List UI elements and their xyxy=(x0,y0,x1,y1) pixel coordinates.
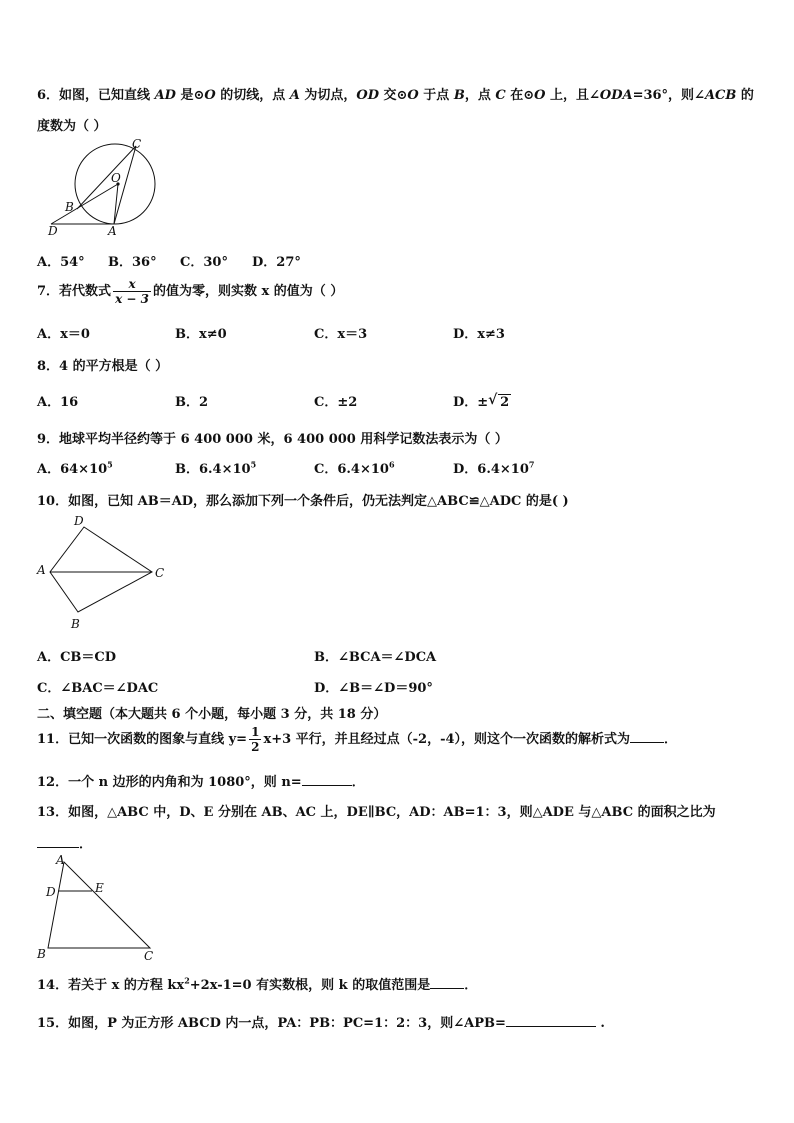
stem-text: 在⊙ xyxy=(505,88,535,103)
answer-blank[interactable] xyxy=(37,835,79,848)
math-var: O xyxy=(407,88,419,103)
stem-text: 如图，P 为正方形 ABCD 内一点，PA：PB：PC=1：2：3，则∠APB= xyxy=(68,1016,506,1031)
question-9-stem xyxy=(37,428,508,447)
question-number: 12． xyxy=(37,775,69,790)
question-6-option-d[interactable]: D．27° xyxy=(252,255,301,270)
answer-blank[interactable] xyxy=(630,730,664,743)
stem-text: 如图，已知 AB＝AD，那么添加下列一个条件后，仍无法判定△ABC≌△ADC 的是( ) xyxy=(68,494,569,509)
answer-blank[interactable] xyxy=(430,976,464,989)
question-8-option-d[interactable] xyxy=(453,391,511,410)
stem-text: . xyxy=(595,1016,605,1031)
question-6-option-b[interactable]: B．36° xyxy=(108,255,157,270)
fraction-numerator: 1 xyxy=(251,725,260,739)
label-a: A xyxy=(56,853,65,867)
stem-text: 为切点， xyxy=(299,88,357,103)
question-7-option-d[interactable]: D．x≠3 xyxy=(453,327,505,342)
stem-text: ． xyxy=(351,775,365,790)
stem-text: ． xyxy=(664,732,678,747)
question-8-stem xyxy=(37,355,168,374)
math-var: O xyxy=(204,88,216,103)
stem-text: 的切线，点 xyxy=(215,88,290,103)
question-8-option-b[interactable]: B．2 xyxy=(175,395,209,410)
option-text: A．64×10 xyxy=(37,462,108,477)
question-6-stem xyxy=(37,84,754,103)
label-c: C xyxy=(144,949,154,963)
option-text: B．6.4×10 xyxy=(175,462,251,477)
math-var: OD xyxy=(356,88,379,103)
exponent: 2 xyxy=(184,975,190,986)
radicand: 2 xyxy=(500,395,510,410)
question-14-stem xyxy=(37,974,477,993)
question-number: 14． xyxy=(37,978,69,993)
option-text: D．± xyxy=(453,395,489,410)
option-text: C．6.4×10 xyxy=(314,462,389,477)
question-6-figure xyxy=(34,136,164,240)
question-13-figure xyxy=(34,852,164,964)
label-b: B xyxy=(65,200,74,214)
stem-text: 的 xyxy=(736,88,754,103)
question-7-option-c[interactable]: C．x＝3 xyxy=(314,327,368,342)
math-var: O xyxy=(534,88,546,103)
question-number: 9． xyxy=(37,432,60,447)
stem-text: 是⊙ xyxy=(175,88,205,103)
stem-text: 如图，已知直线 xyxy=(59,88,155,103)
label-a: A xyxy=(37,563,46,577)
math-var: ODA xyxy=(599,88,633,103)
stem-text: ． xyxy=(79,837,93,852)
answer-blank[interactable] xyxy=(302,773,352,786)
math-var: A xyxy=(289,88,300,103)
label-a: A xyxy=(108,224,117,238)
stem-text: =36°，则∠ xyxy=(632,88,705,103)
section-2-heading: 二、填空题（本大题共 6 个小题，每小题 3 分，共 18 分） xyxy=(37,707,387,722)
stem-text: 4 的平方根是（ ） xyxy=(59,359,169,374)
stem-text: x+3 平行，并且经过点（-2，-4），则这个一次函数的解析式为 xyxy=(263,732,631,747)
question-8-option-a[interactable]: A．16 xyxy=(37,395,79,410)
exponent: 7 xyxy=(528,459,535,470)
question-6-option-a[interactable]: A．54° xyxy=(37,255,85,270)
answer-blank[interactable] xyxy=(506,1014,596,1027)
triangle-abc xyxy=(48,862,150,948)
label-b: B xyxy=(37,947,46,961)
question-13-stem xyxy=(37,801,716,820)
stem-text: 如图，△ABC 中，D、E 分别在 AB、AC 上，DE∥BC，AD：AB=1：3，则△ADE 与△ABC 的面积之比为 xyxy=(68,805,716,820)
question-10-figure xyxy=(34,512,174,634)
label-d: D xyxy=(48,224,58,238)
question-number: 8． xyxy=(37,359,60,374)
fraction xyxy=(113,277,151,306)
sqrt-symbol: √ 2 xyxy=(488,392,510,410)
label-d: D xyxy=(74,514,84,528)
question-number: 7． xyxy=(37,284,60,299)
label-d: D xyxy=(46,885,56,899)
exponent: 5 xyxy=(107,459,113,470)
label-e: E xyxy=(95,881,104,895)
question-9-option-c[interactable] xyxy=(314,458,395,477)
question-12-stem xyxy=(37,771,365,790)
stem-text: 上，且∠ xyxy=(545,88,600,103)
option-text: D．6.4×10 xyxy=(453,462,529,477)
question-number: 11． xyxy=(37,732,69,747)
stem-text: ，点 xyxy=(464,88,496,103)
question-number: 13． xyxy=(37,805,69,820)
stem-text: ． xyxy=(464,978,478,993)
question-10-stem xyxy=(37,490,569,509)
question-7-option-a[interactable]: A．x＝0 xyxy=(37,327,90,342)
question-13-answer-line xyxy=(37,833,92,852)
stem-text: 已知一次函数的图象与直线 y= xyxy=(68,732,248,747)
question-10-option-a[interactable]: A．CB＝CD xyxy=(37,650,117,665)
label-o: O xyxy=(111,171,121,185)
line-do xyxy=(51,184,118,224)
question-10-option-c[interactable]: C．∠BAC＝∠DAC xyxy=(37,681,159,696)
fraction-denominator: 2 xyxy=(251,740,260,754)
question-15-stem xyxy=(37,1012,605,1031)
exponent: 6 xyxy=(388,459,395,470)
stem-text: 交⊙ xyxy=(379,88,408,103)
quadrilateral-adbc xyxy=(50,527,152,612)
question-number: 15． xyxy=(37,1016,69,1031)
question-10-option-b[interactable]: B．∠BCA＝∠DCA xyxy=(314,650,437,665)
question-10-option-d[interactable]: D．∠B＝∠D＝90° xyxy=(314,681,433,696)
math-var: ACB xyxy=(704,88,737,103)
question-6-stem-line2: 度数为（ ） xyxy=(37,119,107,134)
question-7-stem xyxy=(37,277,343,306)
stem-text: 于点 xyxy=(418,88,454,103)
stem-text: 若关于 x 的方程 kx xyxy=(68,978,185,993)
math-var: B xyxy=(453,88,465,103)
stem-text: 地球平均半径约等于 6 400 000 米，6 400 000 用科学记数法表示为（ ） xyxy=(59,432,508,447)
math-var: C xyxy=(495,88,506,103)
label-c: C xyxy=(132,137,142,151)
question-number: 10． xyxy=(37,494,69,509)
stem-text: 若代数式 xyxy=(59,284,112,299)
question-7-option-b[interactable]: B．x≠0 xyxy=(175,327,227,342)
label-b: B xyxy=(71,617,80,631)
question-9-option-a[interactable] xyxy=(37,458,113,477)
question-number: 6． xyxy=(37,88,60,103)
stem-text: 的值为零，则实数 x 的值为（ ） xyxy=(152,284,344,299)
exponent: 5 xyxy=(250,459,257,470)
question-11-stem xyxy=(37,725,677,754)
question-6-option-c[interactable]: C．30° xyxy=(180,255,228,270)
math-var: AD xyxy=(154,88,176,103)
question-8-option-c[interactable]: C．±2 xyxy=(314,395,358,410)
fraction-numerator: x xyxy=(113,277,151,292)
fraction-denominator: x − 3 xyxy=(115,292,149,306)
question-9-option-d[interactable] xyxy=(453,458,534,477)
question-9-option-b[interactable] xyxy=(175,458,256,477)
label-c: C xyxy=(155,566,165,580)
fraction xyxy=(249,725,261,754)
stem-text: +2x-1=0 有实数根，则 k 的取值范围是 xyxy=(189,978,431,993)
stem-text: 一个 n 边形的内角和为 1080°，则 n= xyxy=(68,775,302,790)
